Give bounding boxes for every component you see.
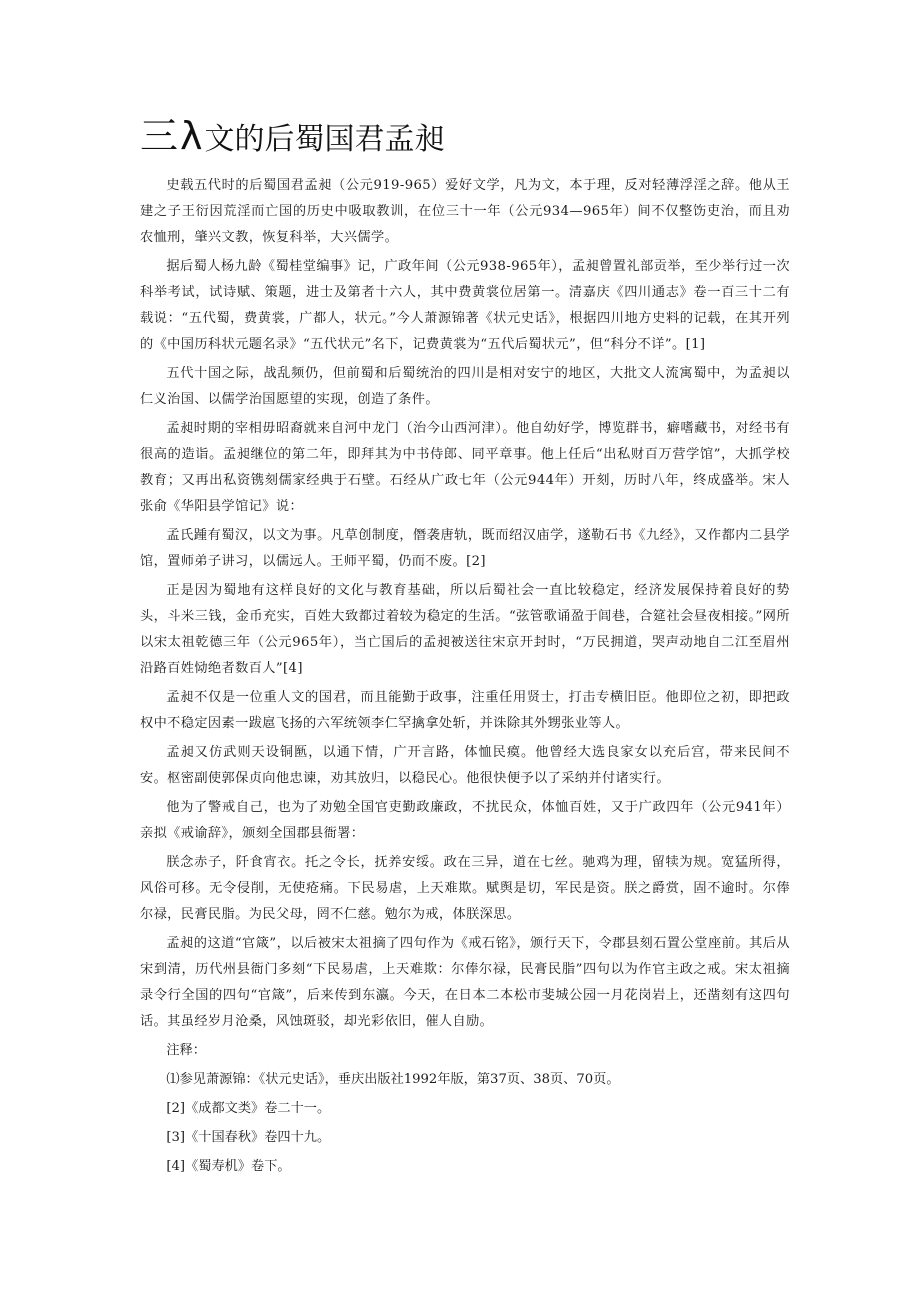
body-paragraph: 五代十国之际，战乱频仍，但前蜀和后蜀统治的四川是相对安宁的地区，大批文人流寓蜀中，为孟昶以仁义治国、以儒学治国愿望的实现，创造了条件。 (140, 366, 790, 407)
footnote: [3]《十国春秋》卷四十九。 (166, 1130, 331, 1145)
body-paragraph: 孟昶时期的宰相毋昭裔就来自河中龙门（治今山西河津）。他自幼好学，博览群书，癖嗜藏书，对经书有很高的造诣。孟昶继位的第二年，即拜其为中书侍郎、同平章事。他上任后“出私财百万营学馆”，大抓学校教育；又再出私资镌刻儒家经典于石壁。石经从广政七年（公元944年）开刻，历时八年，终成盛举。宋人张俞《华阳县学馆记》说： (140, 421, 790, 514)
body-paragraph: 孟昶的这道“官箴”，以后被宋太祖摘了四句作为《戒石铭》，颁行天下，令郡县刻石置公堂座前。其后从宋到清，历代州县衙门多刻“下民易虐，上天难欺：尔俸尔禄，民膏民脂”四句以为作官主政之戒。宋太祖摘录令行全国的四句“官箴”，后来传到东瀛。今天，在日本二本松市斐城公园一月花岗岩上，还凿刻有这四句话。其虽经岁月沧桑，风蚀斑驳，却光彩依旧，催人自励。 (140, 936, 790, 1029)
title-text: 文的后蜀国君孟昶 (204, 122, 445, 157)
footnote: [4]《蜀寿机》卷下。 (166, 1159, 291, 1174)
footnote: [2]《成都文类》卷二十一。 (166, 1101, 331, 1116)
footnote: ⑴参见萧源锦：《状元史话》，垂庆出版社1992年版，第37页、38页、70页。 (166, 1072, 620, 1087)
body-paragraph: 史载五代时的后蜀国君孟昶（公元919-965）爱好文学，凡为文，本于理，反对轻薄浮淫之辞。他从王建之子王衍因荒淫而亡国的历史中吸取教训，在位三十一年（公元934—965年）间不仅整饬吏治，而且劝农恤刑，肇兴文教，恢复科举，大兴儒学。 (140, 178, 790, 245)
body-paragraph: 他为了警戒自己，也为了劝勉全国官吏勤政廉政，不扰民众，体恤百姓，又于广政四年（公元941年）亲拟《戒谕辞》，颁刻全国郡县衙署： (140, 800, 790, 841)
document-page (140, 115, 790, 1180)
body-paragraph: 孟昶又仿武则天设铜匦，以通下情，广开言路，体恤民瘼。他曾经大选良家女以充后宫，带来民间不安。枢密副使郭保贞向他忠谏，劝其放归，以稳民心。他很快便予以了采纳并付诸实行。 (140, 745, 790, 786)
body-paragraph: 据后蜀人杨九龄《蜀桂堂编事》记，广政年间（公元938-965年），孟昶曾置礼部贡举，至少举行过一次科举考试，试诗赋、策题，进士及第者十六人，其中费黄裳位居第一。清嘉庆《四川通志》卷一百三十二有载说：“五代蜀，费黄裳，广都人，状元。”今人萧源锦著《状元史话》，根据四川地方史料的记载，在其开列的《中国历科状元题名录》“五代状元”名下，记费黄裳为“五代后蜀状元”，但“科分不详”。[1] (140, 259, 790, 352)
body-paragraph: 孟昶不仅是一位重人文的国君，而且能勤于政事，注重任用贤士，打击专横旧臣。他即位之初，即把政权中不稳定因素一跋扈飞扬的六军统领李仁罕擒拿处斩，并诛除其外甥张业等人。 (140, 690, 790, 731)
title-prefix: 三λ (140, 114, 205, 158)
notes-label: 注释： (166, 1043, 206, 1058)
quote-paragraph: 朕念赤子，阡食宵衣。托之令长，抚养安绥。政在三异，道在七丝。驰鸡为理，留犊为规。宽猛所得，风俗可移。无令侵削，无使疮痛。下民易虐，上天难欺。赋舆是切，军民是资。朕之爵赏，固不逾时。尔俸尔禄，民膏民脂。为民父母，罔不仁慈。勉尔为戒，体朕深思。 (140, 855, 790, 922)
quote-paragraph: 孟氏踵有蜀汉，以文为事。凡草创制度，僭袭唐轨，既而绍汉庙学，遂勒石书《九经》，又作都内二县学馆，置师弟子讲习，以儒远人。王师平蜀，仍而不废。[2] (140, 528, 790, 569)
body-paragraph: 正是因为蜀地有这样良好的文化与教育基础，所以后蜀社会一直比较稳定，经济发展保持着良好的势头，斗米三钱，金币充实，百姓大致都过着较为稳定的生活。“弦管歌诵盈于闾巷，合筵社会昼夜相接。”网所以宋太祖乾德三年（公元965年），当亡国后的孟昶被送往宋京开封时，“万民拥道，哭声动地自二江至眉州沿路百姓恸绝者数百人”[4] (140, 583, 790, 676)
page-title (140, 115, 790, 157)
